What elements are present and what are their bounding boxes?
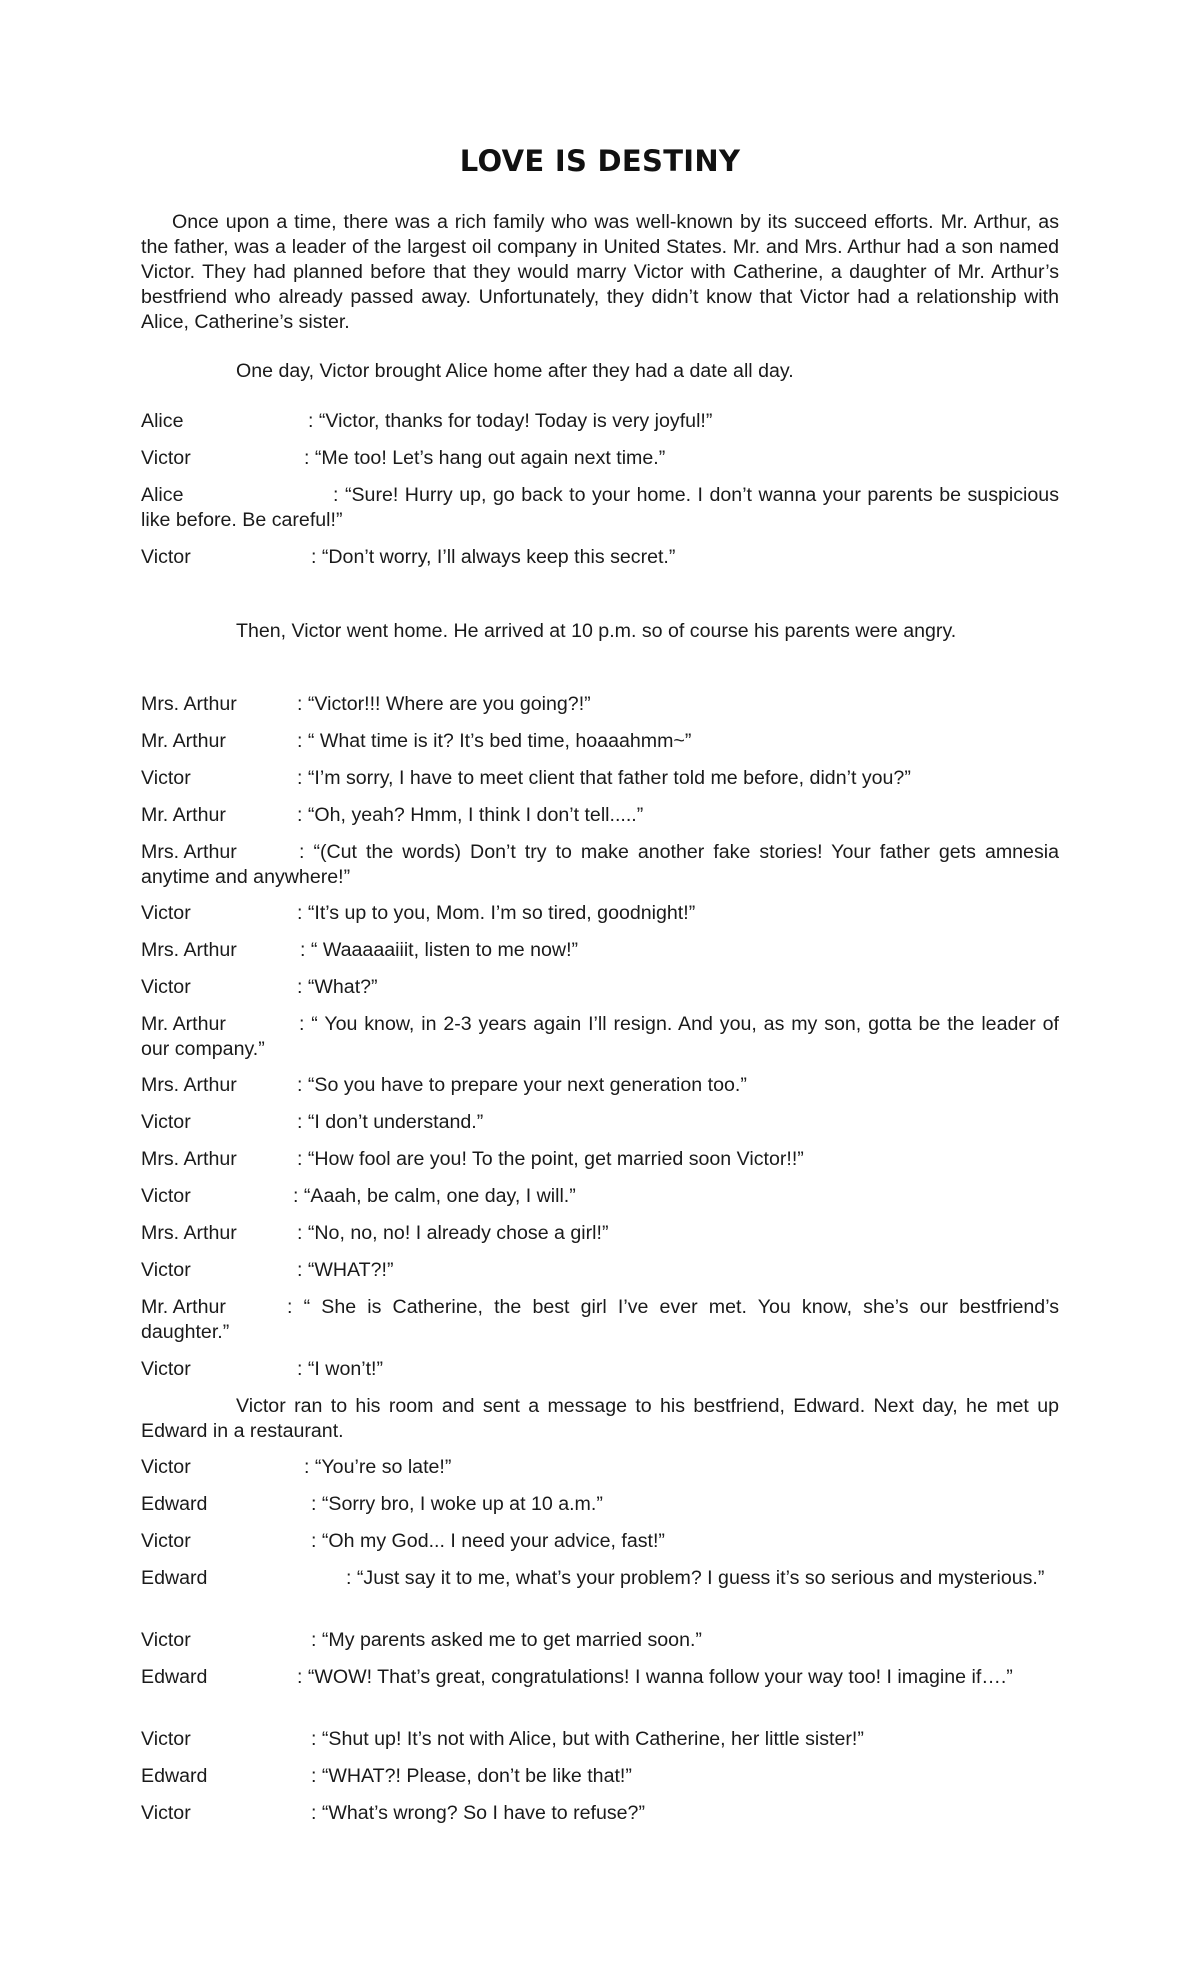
dialogue-text: : “I don’t understand.” bbox=[297, 1111, 484, 1133]
dialogue-line bbox=[141, 1258, 1059, 1283]
dialogue-line bbox=[141, 1529, 1059, 1554]
speaker-name: Victor bbox=[141, 902, 191, 924]
dialogue-line bbox=[141, 901, 1059, 926]
dialogue-line bbox=[141, 1184, 1059, 1209]
dialogue-text: : “ You know, in 2-3 years again I’ll resign. And you, as my son, gotta be the leader of our company.” bbox=[141, 1013, 1059, 1060]
speaker-name: Alice bbox=[141, 410, 184, 432]
dialogue-line bbox=[141, 1110, 1059, 1135]
dialogue-line bbox=[141, 1665, 1059, 1690]
story-title: LOVE IS DESTINY bbox=[459, 144, 741, 178]
dialogue-line bbox=[141, 803, 1059, 828]
narration-paragraph: Victor ran to his room and sent a message to his bestfriend, Edward. Next day, he met up Edward in a restaurant. bbox=[141, 1395, 1059, 1442]
speaker-name: Edward bbox=[141, 1493, 208, 1515]
dialogue-text: : “Don’t worry, I’ll always keep this secret.” bbox=[311, 546, 676, 568]
speaker-name: Mr. Arthur bbox=[141, 804, 226, 826]
speaker-name: Mrs. Arthur bbox=[141, 939, 237, 961]
dialogue-text: : “Sorry bro, I woke up at 10 a.m.” bbox=[311, 1493, 603, 1515]
dialogue-text: : “Me too! Let’s hang out again next time.” bbox=[304, 447, 666, 469]
dialogue-text: : “So you have to prepare your next generation too.” bbox=[297, 1074, 747, 1096]
dialogue-text: : “Victor, thanks for today! Today is very joyful!” bbox=[308, 410, 713, 432]
dialogue-line bbox=[141, 1455, 1059, 1480]
speaker-name: Victor bbox=[141, 1111, 191, 1133]
dialogue-line bbox=[141, 975, 1059, 1000]
speaker-name: Victor bbox=[141, 1259, 191, 1281]
dialogue-line bbox=[141, 729, 1059, 754]
dialogue-text: : “WOW! That’s great, congratulations! I wanna follow your way too! I imagine if….” bbox=[297, 1666, 1013, 1688]
speaker-name: Mrs. Arthur bbox=[141, 841, 237, 863]
dialogue-line bbox=[141, 446, 1059, 471]
dialogue-text: : “I’m sorry, I have to meet client that father told me before, didn’t you?” bbox=[297, 767, 911, 789]
dialogue-text: : “It’s up to you, Mom. I’m so tired, goodnight!” bbox=[297, 902, 696, 924]
speaker-name: Mrs. Arthur bbox=[141, 1222, 237, 1244]
speaker-name: Victor bbox=[141, 447, 191, 469]
speaker-name: Mrs. Arthur bbox=[141, 1148, 237, 1170]
dialogue-text: : “Just say it to me, what’s your problem? I guess it’s so serious and mysterious.” bbox=[346, 1567, 1045, 1589]
dialogue-line bbox=[141, 840, 1059, 890]
speaker-name: Victor bbox=[141, 1728, 191, 1750]
speaker-name: Mr. Arthur bbox=[141, 730, 226, 752]
dialogue-line bbox=[141, 692, 1059, 717]
speaker-name: Mrs. Arthur bbox=[141, 693, 237, 715]
dialogue-line bbox=[141, 1727, 1059, 1752]
dialogue-line bbox=[141, 483, 1059, 533]
dialogue-text: : “How fool are you! To the point, get married soon Victor!!” bbox=[297, 1148, 804, 1170]
dialogue-line bbox=[141, 938, 1059, 963]
dialogue-text: : “WHAT?!” bbox=[297, 1259, 394, 1281]
speaker-name: Victor bbox=[141, 767, 191, 789]
speaker-name: Victor bbox=[141, 546, 191, 568]
speaker-name: Edward bbox=[141, 1567, 208, 1589]
speaker-name: Victor bbox=[141, 1456, 191, 1478]
dialogue-text: : “You’re so late!” bbox=[304, 1456, 452, 1478]
dialogue-text: : “Oh my God... I need your advice, fast!” bbox=[311, 1530, 665, 1552]
dialogue-text: : “(Cut the words) Don’t try to make another fake stories! Your father gets amnesia anytime and anywhere!” bbox=[141, 841, 1059, 888]
dialogue-line bbox=[141, 1295, 1059, 1345]
speaker-name: Edward bbox=[141, 1765, 208, 1787]
dialogue-line bbox=[141, 766, 1059, 791]
dialogue-text: : “What?” bbox=[297, 976, 378, 998]
dialogue-text: : “What’s wrong? So I have to refuse?” bbox=[311, 1802, 645, 1824]
dialogue-text: : “ She is Catherine, the best girl I’ve ever met. You know, she’s our bestfriend’s daughter.” bbox=[141, 1296, 1059, 1343]
speaker-name: Alice bbox=[141, 484, 184, 506]
dialogue-line bbox=[141, 1566, 1059, 1591]
dialogue-text: : “ What time is it? It’s bed time, hoaaahmm~” bbox=[297, 730, 692, 752]
dialogue-line bbox=[141, 1764, 1059, 1789]
dialogue-text: : “WHAT?! Please, don’t be like that!” bbox=[311, 1765, 632, 1787]
speaker-name: Victor bbox=[141, 1530, 191, 1552]
dialogue-text: : “Shut up! It’s not with Alice, but with Catherine, her little sister!” bbox=[311, 1728, 864, 1750]
dialogue-line bbox=[141, 1801, 1059, 1826]
speaker-name: Edward bbox=[141, 1666, 208, 1688]
speaker-name: Victor bbox=[141, 976, 191, 998]
dialogue-text: : “Oh, yeah? Hmm, I think I don’t tell.....” bbox=[297, 804, 644, 826]
dialogue-line bbox=[141, 1628, 1059, 1653]
dialogue-text: : “ Waaaaaiiit, listen to me now!” bbox=[300, 939, 579, 961]
dialogue-text: : “Victor!!! Where are you going?!” bbox=[297, 693, 591, 715]
narration-paragraph: Then, Victor went home. He arrived at 10 p.m. so of course his parents were angry. bbox=[236, 620, 957, 642]
speaker-name: Mrs. Arthur bbox=[141, 1074, 237, 1096]
speaker-name: Victor bbox=[141, 1802, 191, 1824]
dialogue-text: : “No, no, no! I already chose a girl!” bbox=[297, 1222, 609, 1244]
dialogue-line bbox=[141, 1357, 1059, 1382]
dialogue-line bbox=[141, 545, 1059, 570]
narration-paragraph: One day, Victor brought Alice home after they had a date all day. bbox=[236, 360, 794, 382]
speaker-name: Mr. Arthur bbox=[141, 1296, 226, 1318]
dialogue-text: : “I won’t!” bbox=[297, 1358, 384, 1380]
dialogue-line bbox=[141, 1492, 1059, 1517]
dialogue-line bbox=[141, 1012, 1059, 1062]
dialogue-text: : “My parents asked me to get married soon.” bbox=[311, 1629, 702, 1651]
speaker-name: Mr. Arthur bbox=[141, 1013, 226, 1035]
speaker-name: Victor bbox=[141, 1358, 191, 1380]
dialogue-text: : “Sure! Hurry up, go back to your home. I don’t wanna your parents be suspicious like before. Be careful!” bbox=[141, 484, 1059, 531]
dialogue-line bbox=[141, 1221, 1059, 1246]
dialogue-text: : “Aaah, be calm, one day, I will.” bbox=[293, 1185, 576, 1207]
intro-paragraph: Once upon a time, there was a rich family who was well-known by its succeed efforts. Mr. Arthur, as the father, was a leader of the largest oil company in United States. Mr. and Mrs. Arthur had a son named Victor. They had planned before that they would marry Victor with Catherine, a daughter of Mr. Arthur’s bestfriend who already passed away. Unfortunately, they didn’t know that Victor had a relationship with Alice, Catherine’s sister. bbox=[141, 211, 1059, 333]
dialogue-line bbox=[141, 1073, 1059, 1098]
dialogue-line bbox=[141, 1147, 1059, 1172]
speaker-name: Victor bbox=[141, 1185, 191, 1207]
dialogue-line bbox=[141, 409, 1059, 434]
speaker-name: Victor bbox=[141, 1629, 191, 1651]
